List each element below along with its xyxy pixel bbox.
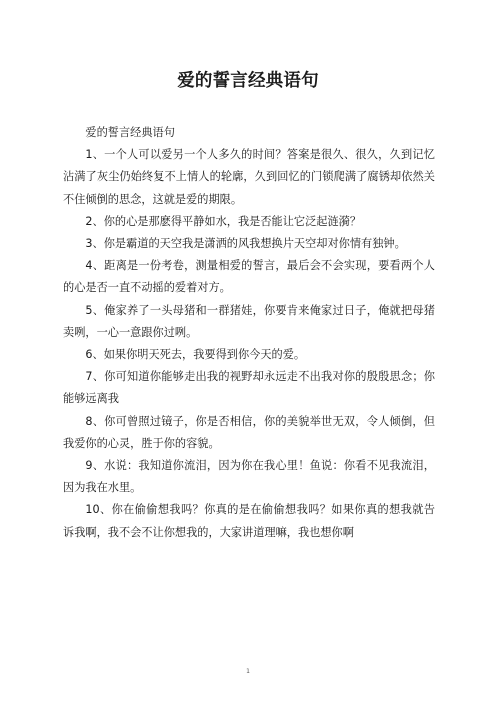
paragraph-item-8: 8、你可曾照过镜子，你是否相信，你的美貌举世无双，令人倾倒，但我爱你的心灵，胜于你的容貌。 bbox=[63, 414, 435, 450]
document-body bbox=[63, 122, 435, 544]
paragraph-item-5: 5、俺家养了一头母猪和一群猪娃，你要肯来俺家过日子，俺就把母猪卖咧，一心一意跟你过咧。 bbox=[63, 303, 435, 339]
page-number: 1 bbox=[246, 668, 250, 675]
paragraph-item-7: 7、你可知道你能够走出我的视野却永远走不出我对你的殷殷思念；你能够远离我 bbox=[63, 370, 435, 406]
document-title: 爱的誓言经典语句 bbox=[177, 71, 319, 91]
paragraph-item-10: 10、你在偷偷想我吗？你真的是在偷偷想我吗？如果你真的想我就告诉我啊，我不会不让你想我的，大家讲道理嘛，我也想你啊 bbox=[63, 503, 435, 539]
paragraph-item-3: 3、你是霸道的天空我是潇洒的风我想换片天空却对你情有独钟。 bbox=[85, 237, 406, 251]
paragraph-item-6: 6、如果你明天死去，我要得到你今天的爱。 bbox=[85, 348, 306, 362]
paragraph-item-4: 4、距离是一份考卷，测量相爱的誓言，最后会不会实现，要看两个人的心是否一直不动摇的爱着对方。 bbox=[63, 259, 435, 295]
paragraph-subtitle: 爱的誓言经典语句 bbox=[85, 126, 175, 139]
paragraph-item-9: 9、水说：我知道你流泪，因为你在我心里！鱼说：你看不见我流泪，因为我在水里。 bbox=[63, 459, 435, 495]
paragraph-item-2: 2、你的心是那麽得平静如水，我是否能让它泛起涟漪？ bbox=[85, 214, 362, 228]
paragraph-item-1: 1、一个人可以爱另一个人多久的时间？答案是很久、很久，久到记忆沾满了灰尘仍始终复不上情人的轮廓，久到回忆的门锁爬满了腐锈却依然关不住倾倒的思念，这就是爱的期限。 bbox=[63, 148, 435, 206]
